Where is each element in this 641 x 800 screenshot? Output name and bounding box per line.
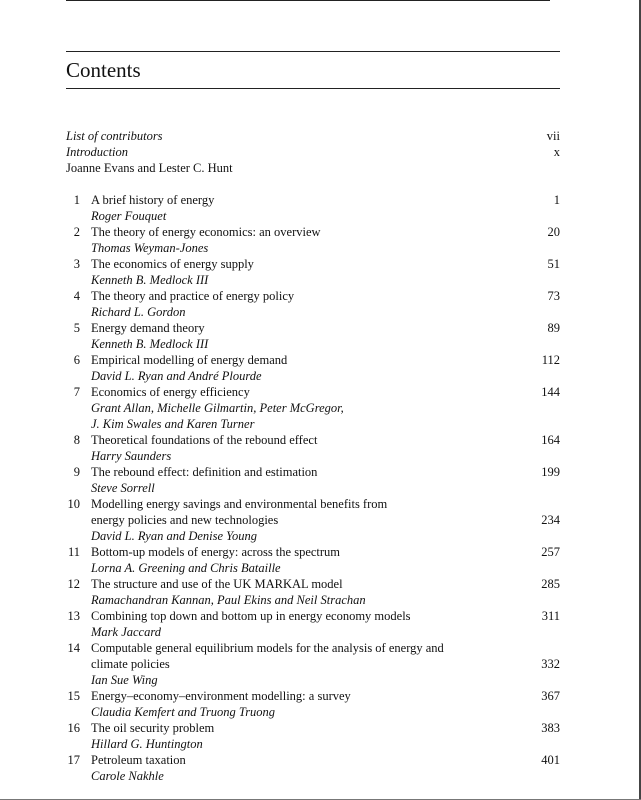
chapter-authors: Richard L. Gordon — [91, 305, 186, 319]
chapter-number: 14 — [67, 641, 80, 655]
chapter-title[interactable]: The theory and practice of energy policy — [91, 289, 295, 303]
chapter-title-row — [0, 320, 641, 336]
chapter-page: 112 — [541, 353, 560, 367]
chapter-authors: Claudia Kemfert and Truong Truong — [91, 705, 276, 719]
chapter-author-row — [0, 560, 641, 576]
chapter-author-row — [0, 336, 641, 352]
chapter-title[interactable]: Empirical modelling of energy demand — [91, 353, 288, 367]
chapter-authors: Hillard G. Huntington — [91, 737, 203, 751]
chapter-authors: Carole Nakhle — [91, 769, 164, 783]
front-matter-row — [0, 144, 641, 160]
front-matter-title[interactable]: List of contributors — [66, 129, 163, 143]
chapter-author-row — [0, 672, 641, 688]
chapter-page: 285 — [541, 577, 560, 591]
chapter-page: 20 — [547, 225, 560, 239]
front-matter-page: vii — [546, 129, 560, 143]
chapter-authors: Harry Saunders — [91, 449, 172, 463]
chapter-title[interactable]: Modelling energy savings and environmental benefits from — [91, 497, 388, 511]
chapter-title-row — [0, 544, 641, 560]
chapter-page: 89 — [547, 321, 560, 335]
front-matter-row — [0, 128, 641, 144]
chapter-authors: Lorna A. Greening and Chris Bataille — [91, 561, 281, 575]
chapter-page: 401 — [541, 753, 560, 767]
chapter-authors: David L. Ryan and Denise Young — [91, 529, 257, 543]
chapter-title[interactable]: Petroleum taxation — [91, 753, 186, 767]
chapter-title-row — [0, 496, 641, 512]
chapter-title-row — [0, 656, 641, 672]
chapter-authors: David L. Ryan and André Plourde — [91, 369, 262, 383]
chapter-author-row — [0, 736, 641, 752]
chapter-title-row — [0, 288, 641, 304]
chapter-number: 11 — [67, 545, 80, 559]
chapter-title-row — [0, 384, 641, 400]
chapter-page: 332 — [541, 657, 560, 671]
chapter-number: 6 — [73, 353, 80, 367]
chapter-title[interactable]: Computable general equilibrium models for the analysis of energy and — [91, 641, 444, 655]
front-matter-title[interactable]: Introduction — [66, 145, 129, 159]
chapter-page: 144 — [541, 385, 560, 399]
chapter-title-row — [0, 192, 641, 208]
chapter-title-row — [0, 256, 641, 272]
chapter-title-row — [0, 752, 641, 768]
chapter-title[interactable]: Energy demand theory — [91, 321, 205, 335]
chapter-title-row — [0, 608, 641, 624]
chapter-author-row — [0, 416, 641, 432]
chapter-title[interactable]: The economics of energy supply — [91, 257, 254, 271]
chapter-title-row — [0, 352, 641, 368]
chapter-author-row — [0, 704, 641, 720]
chapter-number: 8 — [73, 433, 80, 447]
chapter-authors: Mark Jaccard — [91, 625, 161, 639]
front-matter-authors: Joanne Evans and Lester C. Hunt — [66, 161, 233, 175]
chapter-title-row — [0, 512, 641, 528]
chapter-title[interactable]: The rebound effect: definition and estimation — [91, 465, 318, 479]
chapter-authors: Steve Sorrell — [91, 481, 155, 495]
chapter-title[interactable]: Bottom-up models of energy: across the spectrum — [91, 545, 341, 559]
chapter-author-row — [0, 768, 641, 784]
chapter-page: 257 — [541, 545, 560, 559]
chapter-author-row — [0, 400, 641, 416]
chapter-number: 5 — [73, 321, 80, 335]
chapter-page: 164 — [541, 433, 560, 447]
chapter-author-row — [0, 480, 641, 496]
chapter-authors: Ramachandran Kannan, Paul Ekins and Neil Strachan — [91, 593, 366, 607]
chapter-author-row — [0, 272, 641, 288]
chapter-title[interactable]: Energy–economy–environment modelling: a survey — [91, 689, 351, 703]
chapter-author-row — [0, 304, 641, 320]
chapter-page: 367 — [541, 689, 560, 703]
chapter-title-row — [0, 640, 641, 656]
chapter-title-row — [0, 464, 641, 480]
chapter-authors: Roger Fouquet — [91, 209, 167, 223]
chapter-title[interactable]: Combining top down and bottom up in energy economy models — [91, 609, 411, 623]
chapter-title[interactable]: Theoretical foundations of the rebound effect — [91, 433, 318, 447]
chapter-authors: Thomas Weyman-Jones — [91, 241, 209, 255]
chapter-title[interactable]: Economics of energy efficiency — [91, 385, 250, 399]
chapter-title-row — [0, 576, 641, 592]
chapter-author-row — [0, 368, 641, 384]
chapter-number: 12 — [67, 577, 80, 591]
chapter-title[interactable]: The oil security problem — [91, 721, 215, 735]
chapter-title-row — [0, 688, 641, 704]
chapter-title[interactable]: energy policies and new technologies — [91, 513, 279, 527]
chapter-author-row — [0, 592, 641, 608]
chapter-title-row — [0, 224, 641, 240]
page-title: Contents — [66, 58, 141, 82]
chapter-title-row — [0, 720, 641, 736]
heading-rule-top — [66, 51, 560, 52]
chapter-authors: Kenneth B. Medlock III — [91, 337, 209, 351]
chapter-authors: J. Kim Swales and Karen Turner — [91, 417, 255, 431]
front-matter-row — [0, 160, 641, 176]
chapter-number: 1 — [73, 193, 80, 207]
chapter-page: 199 — [541, 465, 560, 479]
chapter-number: 7 — [73, 385, 80, 399]
chapter-author-row — [0, 528, 641, 544]
chapter-title[interactable]: The structure and use of the UK MARKAL model — [91, 577, 343, 591]
chapter-title[interactable]: climate policies — [91, 657, 170, 671]
chapter-authors: Ian Sue Wing — [91, 673, 158, 687]
chapter-authors: Kenneth B. Medlock III — [91, 273, 209, 287]
chapter-number: 17 — [67, 753, 80, 767]
heading-rule-bottom — [66, 88, 560, 89]
chapter-page: 311 — [541, 609, 560, 623]
chapter-number: 13 — [67, 609, 80, 623]
chapter-author-row — [0, 240, 641, 256]
chapter-page: 73 — [547, 289, 560, 303]
chapter-number: 10 — [67, 497, 80, 511]
chapter-title[interactable]: The theory of energy economics: an overview — [91, 225, 321, 239]
chapter-title-row — [0, 432, 641, 448]
chapter-author-row — [0, 448, 641, 464]
chapter-page: 51 — [547, 257, 560, 271]
chapter-number: 15 — [67, 689, 80, 703]
chapter-page: 234 — [541, 513, 560, 527]
chapter-number: 9 — [73, 465, 80, 479]
chapter-number: 3 — [73, 257, 80, 271]
chapter-title[interactable]: A brief history of energy — [91, 193, 215, 207]
chapter-page: 383 — [541, 721, 560, 735]
front-matter-page: x — [553, 145, 560, 159]
chapter-number: 4 — [73, 289, 80, 303]
page-top-edge — [66, 0, 550, 1]
chapter-authors: Grant Allan, Michelle Gilmartin, Peter McGregor, — [91, 401, 344, 415]
chapter-author-row — [0, 208, 641, 224]
chapter-number: 2 — [73, 225, 80, 239]
chapter-author-row — [0, 624, 641, 640]
chapter-page: 1 — [553, 193, 560, 207]
chapter-number: 16 — [67, 721, 80, 735]
